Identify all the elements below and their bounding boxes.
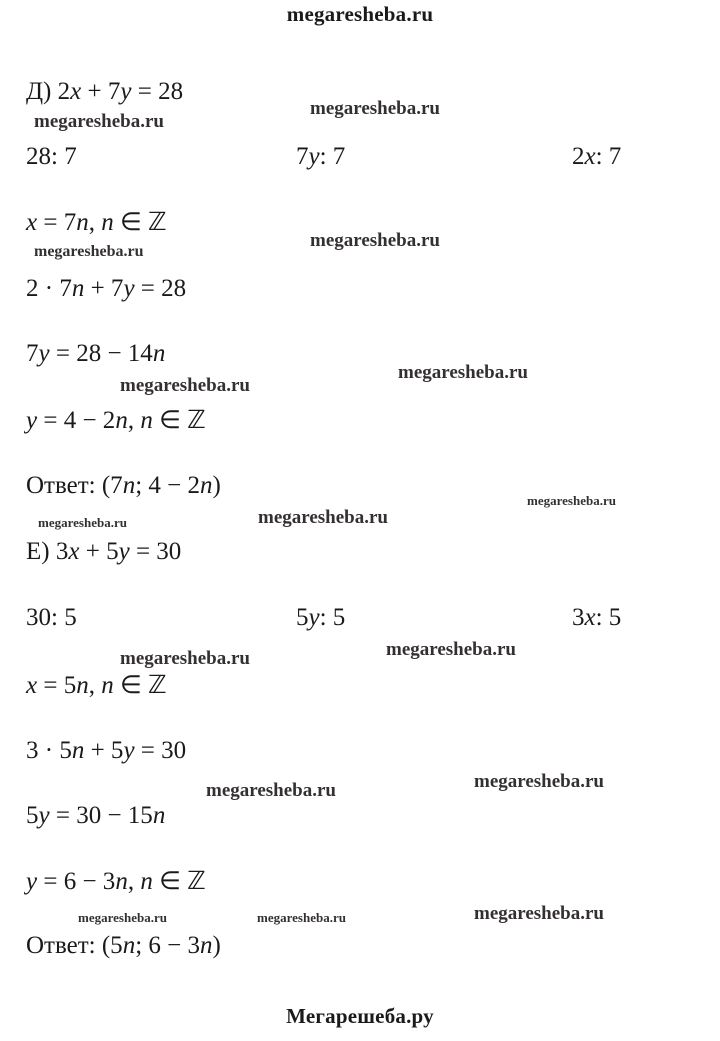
math-line: 5y = 30 − 15n [26, 802, 166, 829]
header-brand: megaresheba.ru [286, 2, 434, 26]
math-line: Ответ: (7n; 4 − 2n) [26, 472, 221, 499]
watermark-text: megaresheba.ru [206, 780, 336, 801]
math-line: 2x: 7 [572, 143, 622, 170]
math-line: 7y: 7 [296, 143, 346, 170]
math-line: Ответ: (5n; 6 − 3n) [26, 932, 221, 959]
math-line: 2 · 7n + 7y = 28 [26, 275, 187, 302]
watermark-text: megaresheba.ru [38, 515, 127, 530]
math-line: y = 6 − 3n, n ∈ ℤ [26, 868, 206, 895]
watermark-text: megaresheba.ru [474, 771, 604, 792]
math-line: Д) 2x + 7y = 28 [26, 78, 184, 105]
watermark-text: megaresheba.ru [120, 648, 250, 669]
watermark-text: megaresheba.ru [34, 243, 144, 260]
math-line: 28: 7 [26, 143, 77, 170]
watermark-text: megaresheba.ru [398, 362, 528, 383]
math-line: 5y: 5 [296, 604, 346, 631]
watermark-text: megaresheba.ru [310, 230, 440, 251]
watermark-text: megaresheba.ru [120, 375, 250, 396]
watermark-text: megaresheba.ru [78, 910, 167, 925]
math-line: 3 · 5n + 5y = 30 [26, 737, 187, 764]
math-line: Е) 3x + 5y = 30 [26, 538, 182, 565]
math-line: y = 4 − 2n, n ∈ ℤ [26, 407, 206, 434]
math-line: 30: 5 [26, 604, 77, 631]
watermark-text: megaresheba.ru [386, 639, 516, 660]
watermark-text: megaresheba.ru [310, 98, 440, 119]
math-line: 3x: 5 [572, 604, 622, 631]
math-line: x = 5n, n ∈ ℤ [26, 672, 167, 699]
watermark-text: megaresheba.ru [258, 507, 388, 528]
footer-brand: Мегарешеба.ру [286, 1004, 434, 1028]
watermark-text: megaresheba.ru [527, 493, 616, 508]
math-line: x = 7n, n ∈ ℤ [26, 209, 167, 236]
watermark-text: megaresheba.ru [34, 111, 164, 132]
watermark-text: megaresheba.ru [474, 903, 604, 924]
watermark-text: megaresheba.ru [257, 910, 346, 925]
math-line: 7y = 28 − 14n [26, 340, 166, 367]
